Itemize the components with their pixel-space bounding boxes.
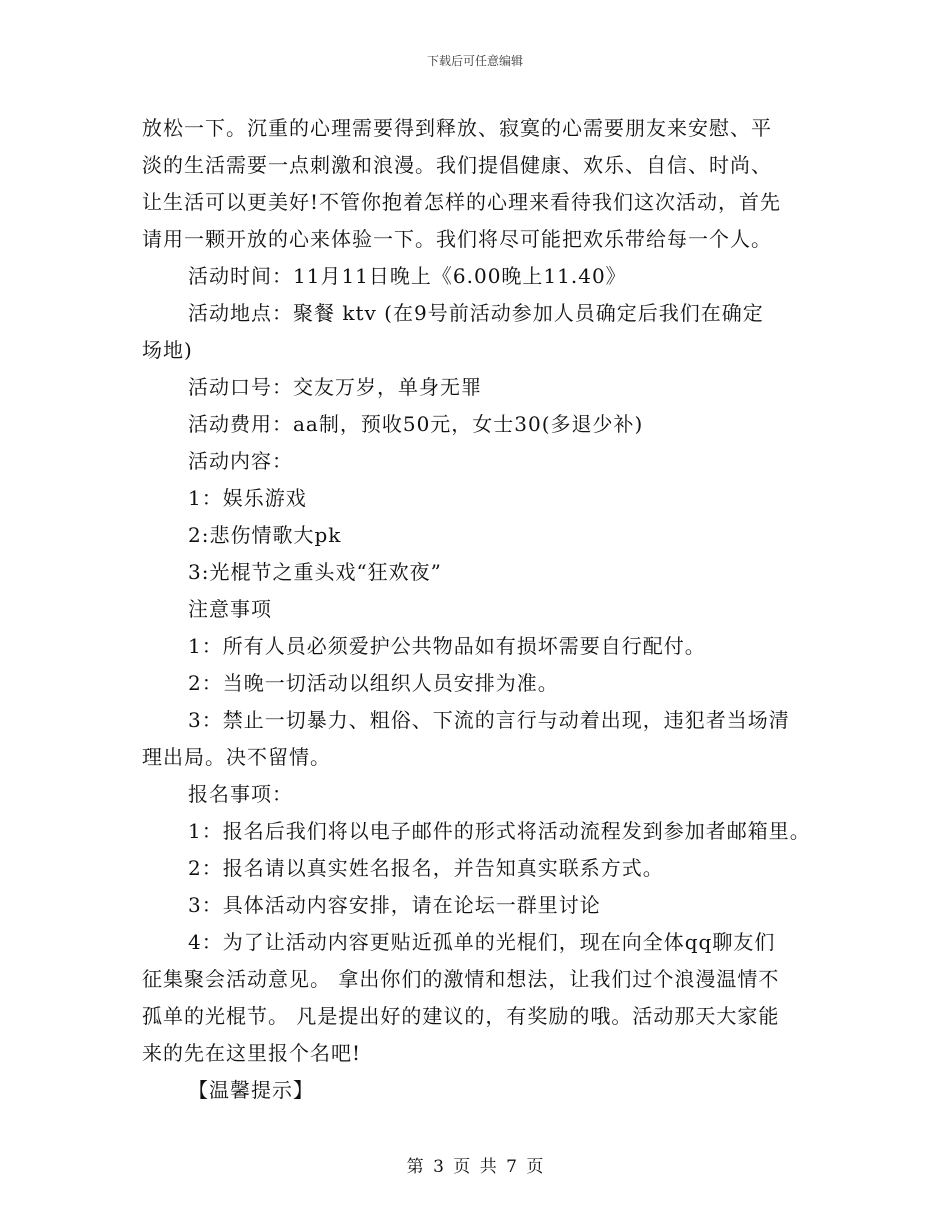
text-line: 征集聚会活动意见。 拿出你们的激情和想法，让我们过个浪漫温情不 [142,967,780,991]
page-footer: 第 3 页 共 7 页 [406,1157,544,1177]
text-line: 理出局。决不留情。 [142,745,331,769]
text-line: 1：报名后我们将以电子邮件的形式将活动流程发到参加者邮箱里。 [188,819,811,843]
text-line: 请用一颗开放的心来体验一下。我们将尽可能把欢乐带给每一个人。 [142,227,772,251]
text-line: 1：娱乐游戏 [188,486,307,510]
text-line: 活动费用：aa制，预收50元，女士30(多退少补) [188,412,644,436]
text-line: 活动口号：交友万岁，单身无罪 [188,375,482,399]
text-line: 报名事项： [188,782,293,806]
text-line: 孤单的光棍节。 凡是提出好的建议的，有奖励的哦。活动那天大家能 [142,1004,780,1028]
text-line: 3：具体活动内容安排，请在论坛一群里讨论 [188,893,601,917]
text-line: 来的先在这里报个名吧! [142,1041,362,1065]
text-line: 4：为了让活动内容更贴近孤单的光棍们，现在向全体qq聊友们 [188,930,776,954]
text-line: 活动时间：11月11日晚上《6.00晚上11.40》 [188,264,627,288]
text-line: 1：所有人员必须爱护公共物品如有损坏需要自行配付。 [188,634,706,658]
document-body [142,110,822,1109]
text-line: 【温馨提示】 [188,1078,314,1102]
text-line: 注意事项 [188,597,272,621]
text-line: 场地) [142,338,193,362]
text-line: 活动内容： [188,449,293,473]
text-line: 淡的生活需要一点刺激和浪漫。我们提倡健康、欢乐、自信、时尚、 [142,153,772,177]
text-line: 2:悲伤情歌大pk [188,523,342,547]
text-line: 2：当晚一切活动以组织人员安排为准。 [188,671,559,695]
page-header: 下载后可任意编辑 [426,54,523,68]
text-line: 3：禁止一切暴力、粗俗、下流的言行与动着出现，违犯者当场清 [188,708,790,732]
text-line: 让生活可以更美好!不管你抱着怎样的心理来看待我们这次活动，首先 [142,190,782,214]
text-line: 放松一下。沉重的心理需要得到释放、寂寞的心需要朋友来安慰、平 [142,116,772,140]
text-line: 3:光棍节之重头戏“狂欢夜” [188,560,442,584]
text-line: 活动地点：聚餐 ktv (在9号前活动参加人员确定后我们在确定 [188,301,764,325]
text-line: 2：报名请以真实姓名报名，并告知真实联系方式。 [188,856,664,880]
